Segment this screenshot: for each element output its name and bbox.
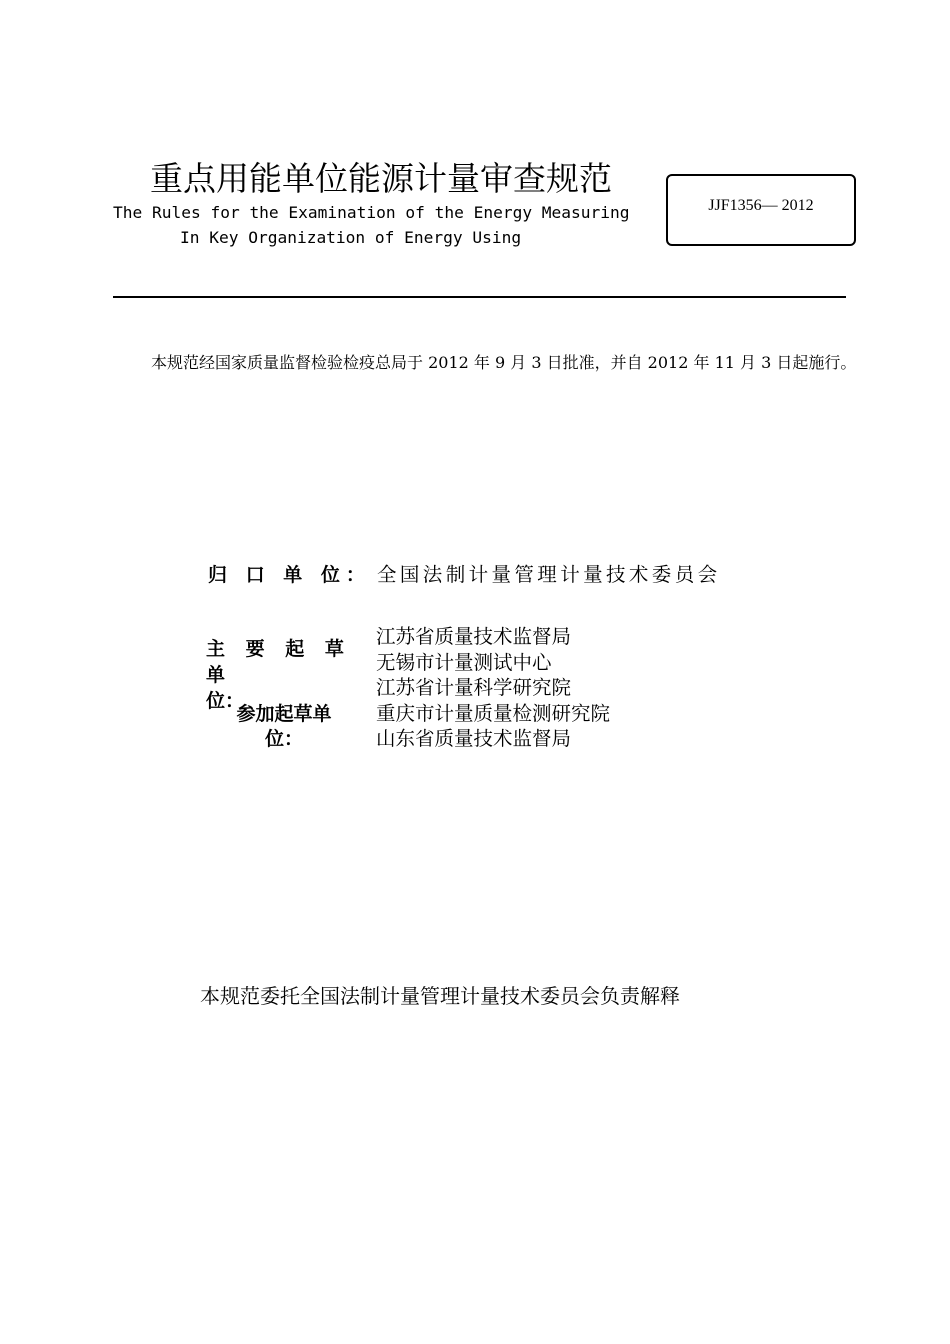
main-drafter-unit: 江苏省计量科学研究院 bbox=[376, 676, 572, 699]
approval-statement: 本规范经国家质量监督检验检疫总局于 2012 年 9 月 3 日批准，并自 2012 年 11 月 3 日起施行。 bbox=[151, 353, 857, 372]
main-drafter-unit: 无锡市计量测试中心 bbox=[376, 650, 552, 674]
horizontal-divider bbox=[113, 296, 846, 298]
standard-code: JJF1356— 2012 bbox=[708, 197, 814, 214]
participating-drafter-unit: 山东省质量技术监督局 bbox=[376, 727, 572, 750]
document-title-english-line-2: In Key Organization of Energy Using bbox=[180, 228, 522, 247]
drafting-units-list bbox=[376, 624, 610, 752]
document-title-chinese: 重点用能单位能源计量审查规范 bbox=[150, 159, 612, 198]
responsible-unit-value: 全国法制计量管理计量技术委员会 bbox=[377, 563, 721, 586]
participating-drafters-label-line-2: 位： bbox=[264, 728, 303, 750]
interpretation-note: 本规范委托全国法制计量管理计量技术委员会负责解释 bbox=[200, 984, 680, 1008]
responsible-unit-label: 归 口 单 位： bbox=[208, 564, 371, 586]
main-drafters-label-line-2: 位： bbox=[206, 690, 245, 712]
participating-drafters-label bbox=[226, 702, 342, 752]
participating-drafter-unit: 重庆市计量质量检测研究院 bbox=[376, 701, 611, 725]
participating-drafters-label-line-1: 参加起草单 bbox=[236, 703, 332, 725]
standard-code-box bbox=[666, 174, 856, 246]
document-title-english-line-1: The Rules for the Examination of the Energy Measuring bbox=[113, 203, 630, 222]
main-drafters-label-line-1: 主 要 起 草 单 bbox=[206, 638, 351, 686]
main-drafter-unit: 江苏省质量技术监督局 bbox=[376, 625, 572, 648]
